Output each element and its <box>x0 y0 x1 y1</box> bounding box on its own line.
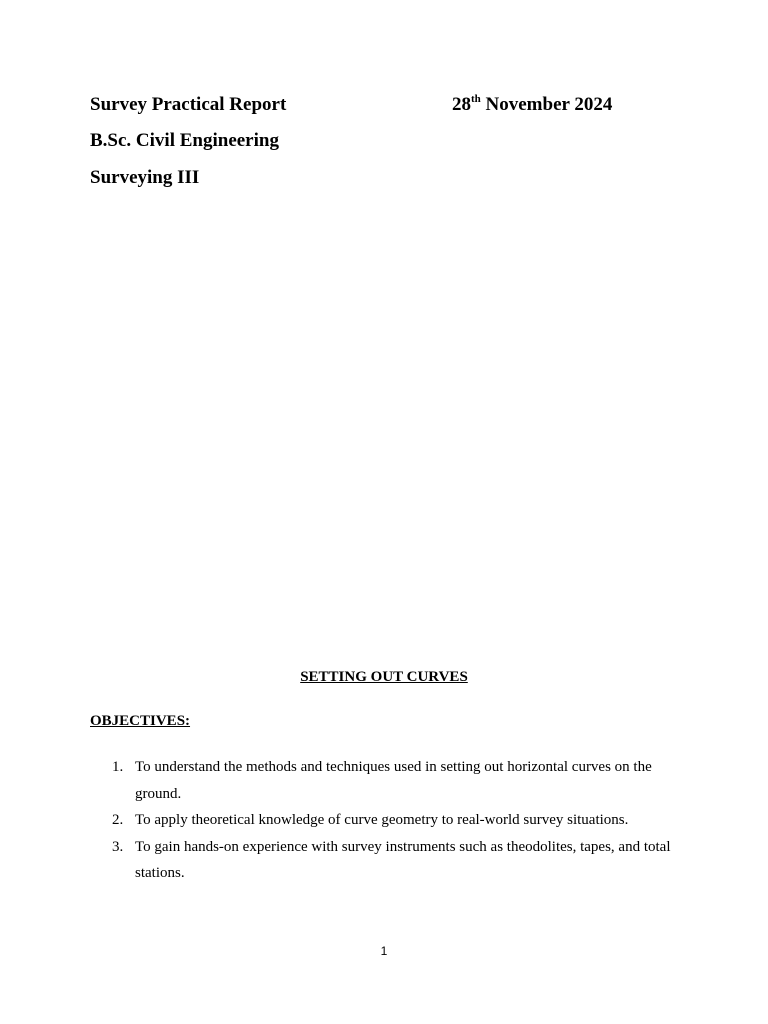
list-item-text: To gain hands-on experience with survey instruments such as theodolites, tapes, and total stations. <box>135 838 671 881</box>
objectives-heading: OBJECTIVES: <box>90 713 191 729</box>
date-ordinal-suffix: th <box>471 93 481 105</box>
programme-name: B.Sc. Civil Engineering <box>90 130 279 151</box>
list-item <box>90 834 690 887</box>
course-name: Surveying III <box>90 167 200 188</box>
report-title: Survey Practical Report <box>90 94 287 115</box>
report-date <box>452 93 612 117</box>
date-month-year: November 2024 <box>480 94 613 115</box>
list-item-number: 1. <box>112 759 124 775</box>
list-item-text: To understand the methods and techniques used in setting out horizontal curves on the ground. <box>135 759 652 802</box>
list-item <box>90 807 690 834</box>
objectives-list <box>90 754 690 887</box>
section-title: SETTING OUT CURVES <box>300 669 468 685</box>
list-item-number: 3. <box>112 838 124 855</box>
page-number: 1 <box>380 944 388 958</box>
date-day: 28 <box>452 94 471 115</box>
list-item-number: 2. <box>112 812 124 828</box>
list-item <box>90 754 690 807</box>
list-item-text: To apply theoretical knowledge of curve geometry to real-world survey situations. <box>135 812 629 828</box>
